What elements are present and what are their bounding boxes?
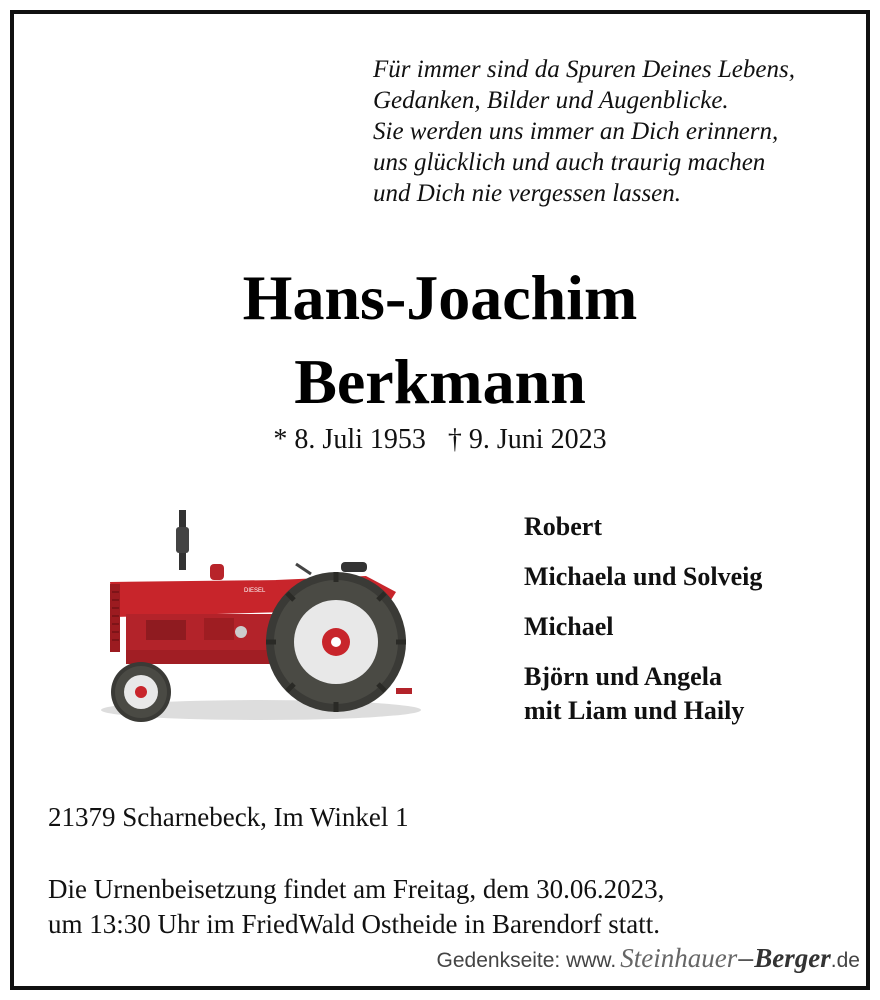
footer-brand-berger: Berger [754,943,831,973]
memorial-poem [373,54,795,209]
poem-line: und Dich nie vergessen lassen. [373,180,682,207]
family-member: Björn und Angela [524,662,722,691]
poem-line: uns glücklich und auch traurig machen [373,149,766,176]
burial-line: um 13:30 Uhr im FriedWald Ostheide in Barendorf statt. [48,909,660,939]
poem-line: Gedanken, Bilder und Augenblicke. [373,87,729,114]
life-dates [14,422,866,458]
death-date: † 9. Juni 2023 [447,424,607,455]
deceased-first-name: Hans-Joachim [242,262,638,333]
footer-prefix: Gedenkseite: www. [436,949,617,972]
deceased-last-name: Berkmann [294,346,586,417]
tractor-icon [86,492,426,724]
address: 21379 Scharnebeck, Im Winkel 1 [48,802,409,832]
memorial-page-link[interactable] [437,943,860,974]
footer-suffix: .de [830,949,860,972]
poem-line: Sie werden uns immer an Dich erinnern, [373,118,779,145]
family-member: Robert [524,512,602,541]
obituary-frame [10,10,870,990]
poem-line: Für immer sind da Spuren Deines Lebens, [373,56,795,83]
footer-brand-steinhauer: Steinhauer [620,943,738,973]
family-member: mit Liam und Haily [524,696,745,725]
burial-line: Die Urnenbeisetzung findet am Freitag, dem 30.06.2023, [48,874,665,904]
family-member: Michaela und Solveig [524,562,763,591]
family-member: Michael [524,612,614,641]
burial-notice [48,872,664,942]
footer-dash: – [738,943,754,973]
family-list [524,510,762,728]
tractor-label: DIESEL [244,588,266,594]
birth-date: * 8. Juli 1953 [273,424,426,455]
